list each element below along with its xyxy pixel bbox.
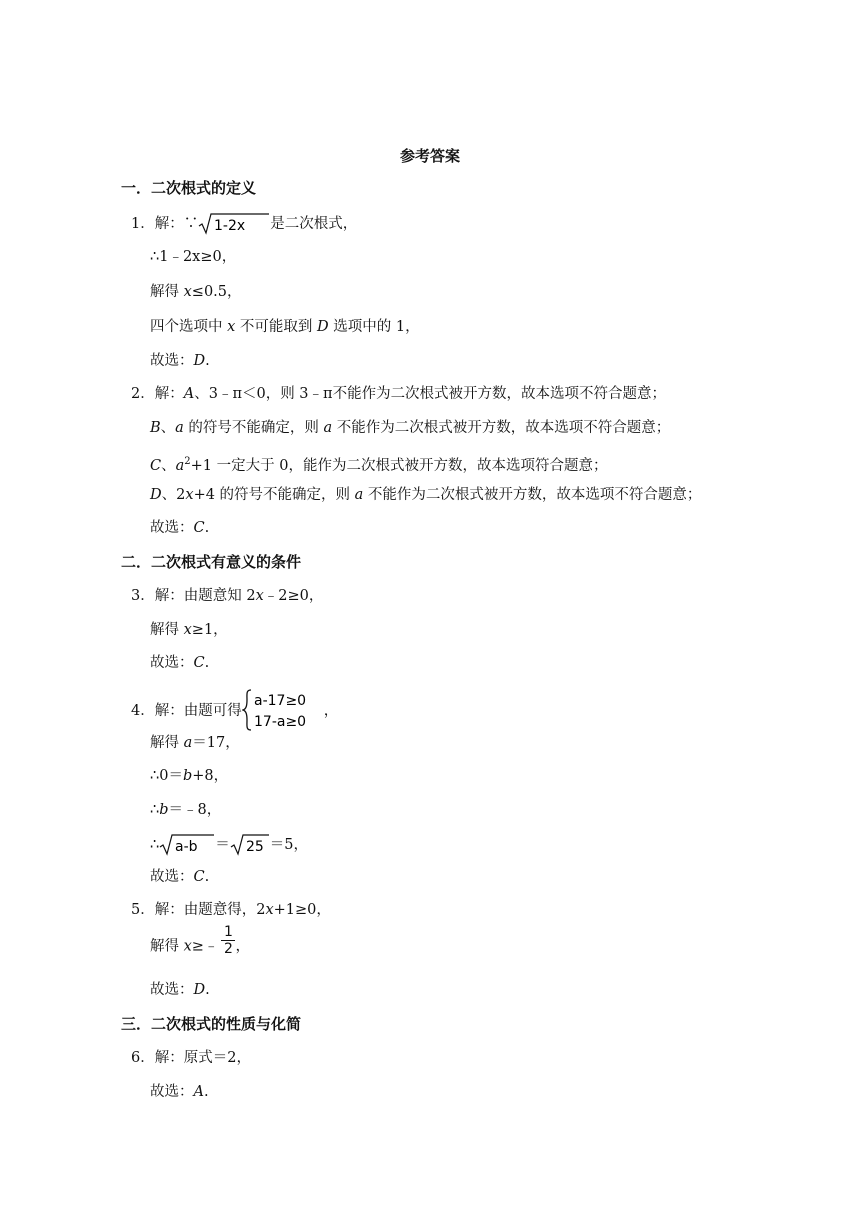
svg-text:25: 25 <box>245 839 264 855</box>
q4-answer: 故选：C. <box>150 869 210 885</box>
q5-line-2: 解得 x≥﹣ $\frac{1}{2}$ ， <box>150 924 250 957</box>
q2-line-1: 2．解：A、3﹣π＜0，则 3﹣π不能作为二次根式被开方数，故本选项不符合题意； <box>131 386 667 402</box>
q3-line-2: 解得 x≥1， <box>150 622 228 638</box>
section-heading-properties: 三．二次根式的性质与化简 <box>121 1015 302 1033</box>
q1-line-3: 解得 x≤0.5， <box>150 284 242 300</box>
svg-text:1-2x: 1-2x <box>214 218 246 234</box>
q2-line-3: C、$a^2+1$ 一定大于 0，能作为二次根式被开方数，故本选项符合题意； <box>150 456 608 474</box>
svg-text:a-b: a-b <box>175 839 198 855</box>
q4-line-3: ∴0＝b+8， <box>150 768 229 784</box>
svg-text:a-17≥0: a-17≥0 <box>253 693 306 709</box>
q2-line-2: B、a 的符号不能确定，则 a 不能作为二次根式被开方数，故本选项不符合题意； <box>150 420 671 436</box>
q6-answer: 故选：A. <box>150 1084 209 1100</box>
svg-text:17-a≥0: 17-a≥0 <box>253 714 306 730</box>
q4-line-2: 解得 a＝17， <box>150 735 240 751</box>
sqrt-a-b <box>159 833 215 857</box>
q6-line-1: 6．解：原式＝2， <box>131 1050 251 1066</box>
q1-line-1: 1．解：∵ 1-2x 是二次根式， <box>131 212 357 236</box>
q5-answer: 故选：D. <box>150 982 210 998</box>
section-heading-conditions: 二．二次根式有意义的条件 <box>121 553 302 571</box>
inequality-system <box>242 688 324 732</box>
q3-line-1: 3．解：由题意知 2x﹣2≥0， <box>131 588 324 604</box>
q4-line-5: ∴ a-b ＝ 25 ＝5， <box>150 833 308 857</box>
q1-line-2: ∴1﹣2x≥0， <box>150 249 237 265</box>
q5-line-1: 5．解：由题意得，2x+1≥0， <box>131 902 331 918</box>
page-title: 参考答案 <box>399 147 460 165</box>
section-heading-definition: 一．二次根式的定义 <box>121 179 257 197</box>
q1-line-4: 四个选项中 x 不可能取到 D 选项中的 1， <box>150 319 420 335</box>
q2-line-4: D、2x+4 的符号不能确定，则 a 不能作为二次根式被开方数，故本选项不符合题意； <box>150 487 702 503</box>
fraction-one-half: $\frac{1}{2}$ <box>221 924 235 957</box>
q1-answer: 故选：D. <box>150 353 210 369</box>
q3-answer: 故选：C. <box>150 655 210 671</box>
sqrt-25 <box>230 833 270 857</box>
q4-line-1: 4．解：由题可得 a-17≥0 17-a≥0 ， <box>131 690 338 732</box>
sqrt-1-2x <box>198 212 270 236</box>
q4-line-4: ∴b＝﹣8， <box>150 802 222 818</box>
q2-answer: 故选：C. <box>150 520 210 536</box>
